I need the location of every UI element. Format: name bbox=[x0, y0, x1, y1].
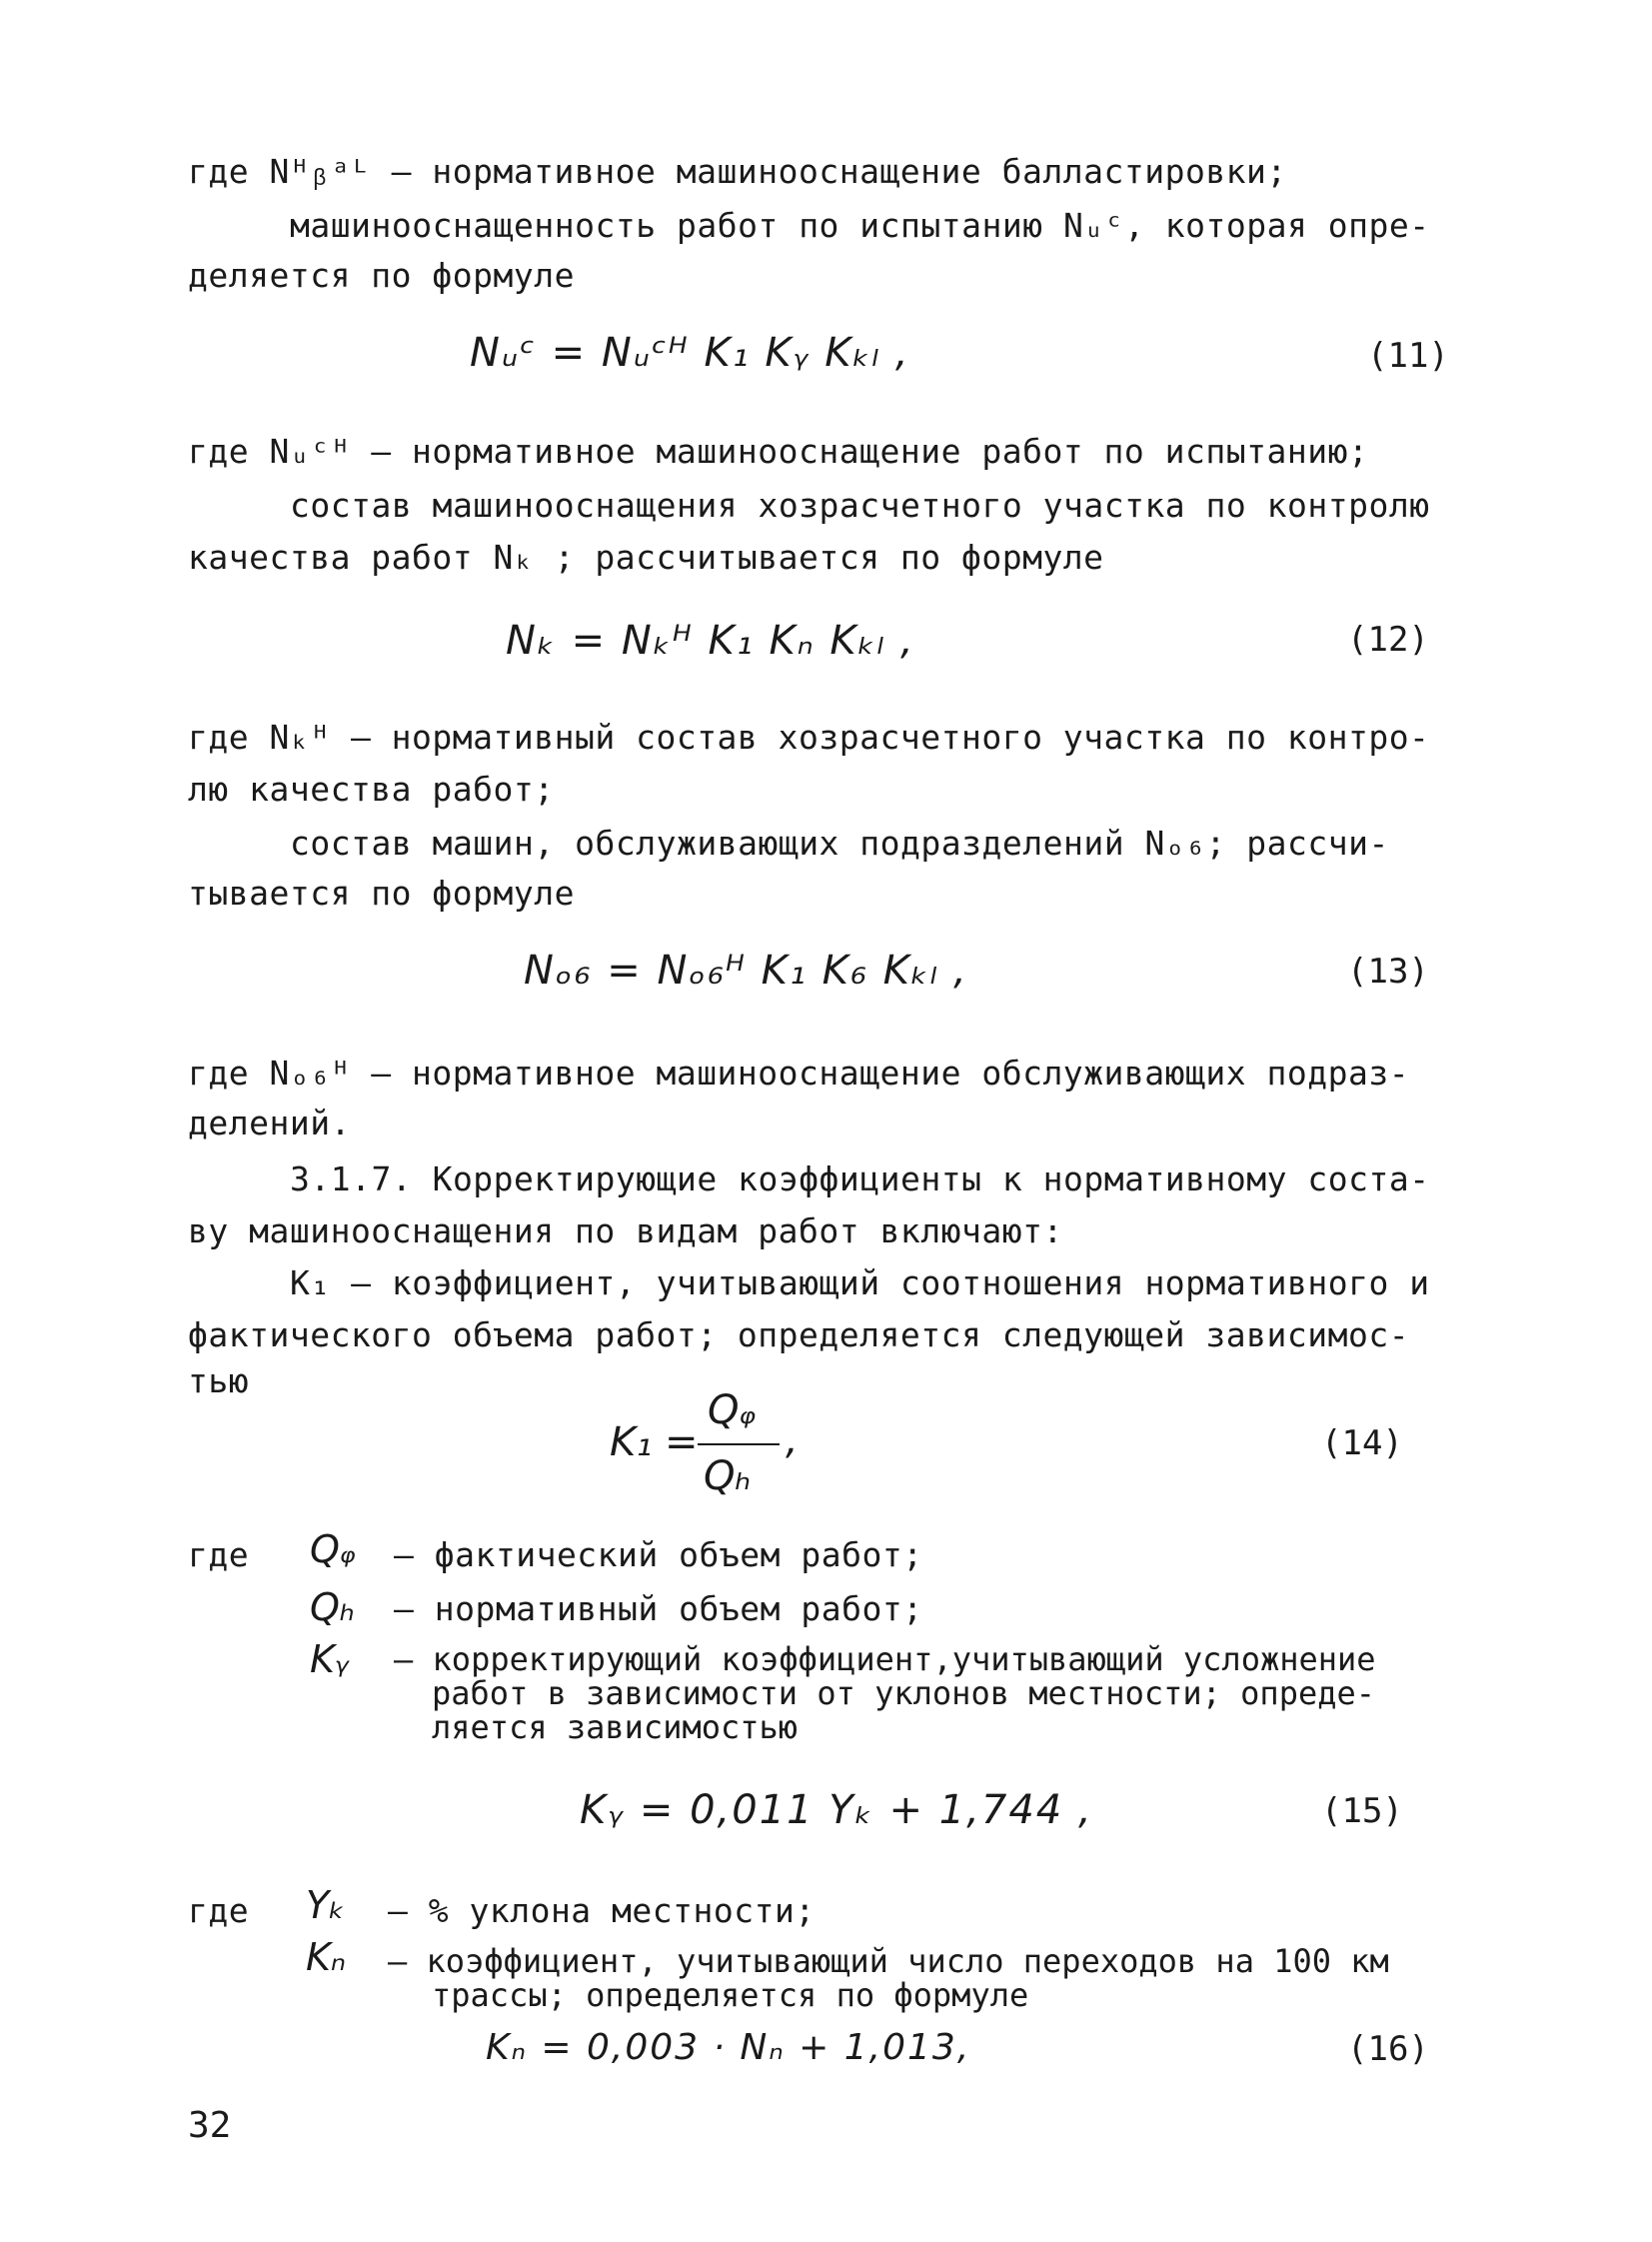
definition-k-p-line-1: – коэффициент, учитывающий число переходов на 100 км bbox=[388, 1942, 1389, 1980]
formula-13-number: (13) bbox=[1347, 952, 1429, 992]
definition-q-n: – нормативный объем работ; bbox=[394, 1589, 923, 1628]
text-line-1: где Nᴴᵦᵃᴸ – нормативное машинооснащение балластировки; bbox=[188, 152, 1287, 191]
text-line-4: где Nᵤᶜᴴ – нормативное машинооснащение работ по испытанию; bbox=[188, 432, 1369, 471]
text-line-12: делений. bbox=[188, 1104, 351, 1142]
formula-15: Kᵧ = 0,011 Yₖ + 1,744 , bbox=[580, 1787, 1093, 1833]
formula-14-tail: , bbox=[786, 1417, 799, 1463]
formula-14-fraction-bar bbox=[698, 1443, 780, 1445]
text-line-16: фактического объема работ; определяется следующей зависимос- bbox=[188, 1315, 1410, 1354]
page-number: 32 bbox=[188, 2105, 232, 2146]
formula-14-lhs: K₁ = bbox=[610, 1419, 699, 1465]
formula-16-number: (16) bbox=[1347, 2029, 1429, 2069]
definition-y-k: – % уклона местности; bbox=[388, 1891, 816, 1930]
definition-k-p-line-2: трассы; определяется по формуле bbox=[432, 1976, 1029, 2014]
symbol-y-k: Yₖ bbox=[306, 1883, 346, 1927]
text-line-10: тывается по формуле bbox=[188, 874, 575, 913]
formula-15-number: (15) bbox=[1321, 1791, 1403, 1831]
text-line-9: состав машин, обслуживающих подразделений Nₒ₆; рассчи- bbox=[290, 824, 1389, 863]
definition-k-y-line-3: ляется зависимостью bbox=[432, 1708, 799, 1746]
text-line-13: 3.1.7. Корректирующие коэффициенты к нормативному соста- bbox=[290, 1159, 1430, 1198]
text-line-7: где Nₖᴴ – нормативный состав хозрасчетного участка по контро- bbox=[188, 718, 1430, 757]
definition-label-gde-2: где bbox=[188, 1891, 250, 1930]
formula-12-number: (12) bbox=[1347, 620, 1429, 660]
definition-q-f: – фактический объем работ; bbox=[394, 1535, 923, 1574]
text-line-14: ву машинооснащения по видам работ включают: bbox=[188, 1211, 1063, 1250]
text-line-6: качества работ Nₖ ; рассчитывается по формуле bbox=[188, 538, 1104, 577]
symbol-k-y: Kᵧ bbox=[310, 1637, 350, 1681]
symbol-q-n: Qₕ bbox=[310, 1585, 356, 1629]
definition-k-y-line-1: – корректирующий коэффициент,учитывающий усложнение bbox=[394, 1640, 1376, 1678]
formula-13: Nₒ₆ = Nₒ₆ᴴ K₁ K₆ Kₖₗ , bbox=[524, 948, 968, 994]
formula-14-denominator: Qₕ bbox=[704, 1453, 752, 1499]
text-line-5: состав машинооснащения хозрасчетного участка по контролю bbox=[290, 486, 1430, 525]
symbol-q-f: Qᵩ bbox=[310, 1527, 356, 1571]
formula-16: Kₙ = 0,003 · Nₙ + 1,013, bbox=[486, 2027, 971, 2068]
formula-11-number: (11) bbox=[1367, 336, 1449, 376]
formula-12: Nₖ = Nₖᴴ K₁ Kₙ Kₖₗ , bbox=[506, 618, 915, 664]
symbol-k-p: Kₙ bbox=[306, 1935, 347, 1979]
definition-label-gde-1: где bbox=[188, 1535, 250, 1574]
formula-14-numerator: Qᵩ bbox=[708, 1387, 757, 1433]
formula-14-number: (14) bbox=[1321, 1423, 1403, 1463]
text-line-3: деляется по формуле bbox=[188, 256, 575, 295]
text-line-11: где Nₒ₆ᴴ – нормативное машинооснащение обслуживающих подраз- bbox=[188, 1054, 1410, 1093]
text-line-17: тью bbox=[188, 1361, 250, 1400]
text-line-8: лю качества работ; bbox=[188, 770, 555, 809]
text-line-2: машинооснащенность работ по испытанию Nᵤᶜ, которая опре- bbox=[290, 206, 1430, 245]
text-line-15: K₁ – коэффициент, учитывающий соотношения нормативного и bbox=[290, 1263, 1430, 1302]
definition-k-y-line-2: работ в зависимости от уклонов местности; опреде- bbox=[432, 1674, 1376, 1712]
formula-11: Nᵤᶜ = Nᵤᶜᴴ K₁ Kᵧ Kₖₗ , bbox=[470, 330, 910, 376]
